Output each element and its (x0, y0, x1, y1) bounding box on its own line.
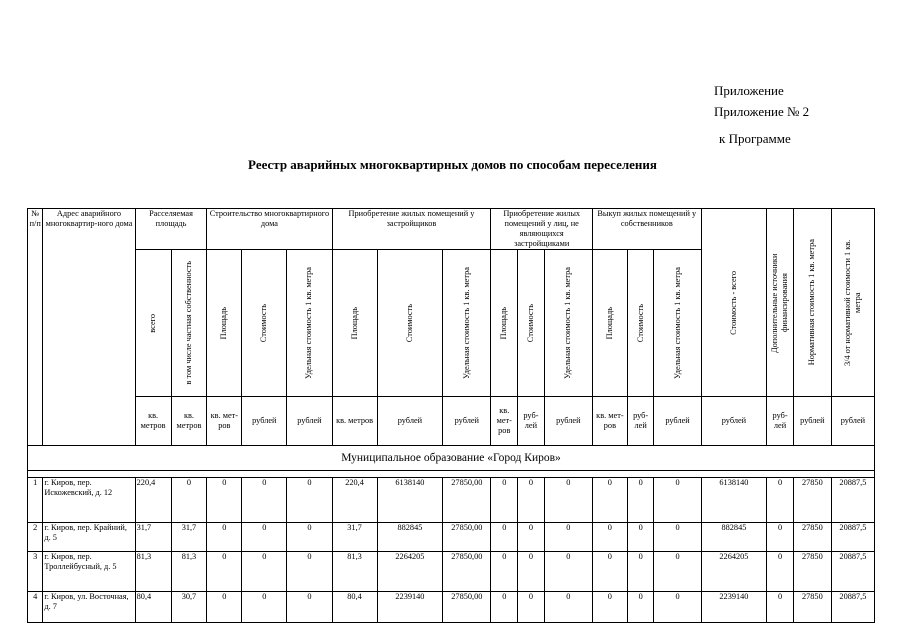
table-row (28, 478, 875, 523)
row-number: 2 (28, 523, 43, 552)
appendix-number: Приложение № 2 (714, 104, 810, 119)
table-cell: 0 (627, 478, 654, 523)
appendix-program: к Программе (719, 131, 791, 146)
header-address: Адрес аварийного многоквартир-ного дома (43, 209, 135, 446)
sub-total: всего (135, 250, 171, 397)
table-cell: 0 (654, 523, 701, 552)
table-cell: 30,7 (171, 592, 207, 623)
table-cell: 0 (242, 592, 287, 623)
unit-cell: кв. мет-ров (207, 397, 242, 446)
row-number: 4 (28, 592, 43, 623)
unit-cell: рублей (831, 397, 874, 446)
table-cell: 0 (592, 552, 627, 592)
table-cell: 0 (287, 592, 332, 623)
table-cell: 6138140 (701, 478, 767, 523)
spacer-cell (28, 471, 875, 478)
table-cell: 0 (491, 552, 518, 592)
table-cell: 0 (544, 552, 592, 592)
header-num: № п/п (28, 209, 43, 446)
unit-cell: рублей (443, 397, 491, 446)
table-cell: 0 (207, 523, 242, 552)
header-cost-total: Стоимость - всего (701, 209, 767, 397)
sub-area: Площадь (592, 250, 627, 397)
sub-unit-cost: Удельная стоимость 1 кв. метра (544, 250, 592, 397)
table-cell: 0 (242, 552, 287, 592)
row-address: г. Киров, пер. Крайний, д. 5 (43, 523, 135, 552)
table-cell: 0 (207, 552, 242, 592)
table-cell: 0 (767, 478, 794, 523)
row-address: г. Киров, пер. Искожевский, д. 12 (43, 478, 135, 523)
unit-cell: рублей (654, 397, 701, 446)
table-cell: 2264205 (701, 552, 767, 592)
header-buyout: Выкуп жилых помещений у собственников (592, 209, 701, 250)
unit-cell: кв. метров (135, 397, 171, 446)
header-row-groups (28, 209, 875, 250)
table-cell: 0 (544, 523, 592, 552)
table-cell: 0 (767, 552, 794, 592)
table-cell: 0 (654, 552, 701, 592)
table-cell: 0 (518, 552, 545, 592)
unit-cell: кв. метров (332, 397, 377, 446)
table-cell: 882845 (377, 523, 443, 552)
table-cell: 27850 (793, 552, 831, 592)
registry-table (27, 208, 875, 623)
table-cell: 0 (518, 478, 545, 523)
table-cell: 0 (627, 552, 654, 592)
table-cell: 0 (242, 523, 287, 552)
table-cell: 0 (491, 523, 518, 552)
table-cell: 20887,5 (831, 523, 874, 552)
unit-cell: руб-лей (767, 397, 794, 446)
table-cell: 27850 (793, 478, 831, 523)
table-cell: 27850,00 (443, 552, 491, 592)
row-address: г. Киров, пер. Троллейбусный, д. 5 (43, 552, 135, 592)
table-cell: 80,4 (135, 592, 171, 623)
table-cell: 882845 (701, 523, 767, 552)
table-cell: 0 (518, 523, 545, 552)
table-cell: 0 (544, 592, 592, 623)
unit-cell: кв. мет-ров (491, 397, 518, 446)
table-cell: 0 (592, 523, 627, 552)
unit-cell: руб-лей (518, 397, 545, 446)
unit-cell: рублей (701, 397, 767, 446)
unit-cell: рублей (242, 397, 287, 446)
header-purchase-developers: Приобретение жилых помещений у застройщиков (332, 209, 491, 250)
table-cell: 0 (491, 592, 518, 623)
sub-unit-cost: Удельная стоимость 1 кв. метра (287, 250, 332, 397)
header-construction: Строительство многоквартирного дома (207, 209, 332, 250)
table-cell: 0 (767, 523, 794, 552)
table-cell: 81,3 (171, 552, 207, 592)
unit-cell: кв. мет-ров (592, 397, 627, 446)
table-cell: 20887,5 (831, 552, 874, 592)
sub-unit-cost: Удельная стоимость 1 кв. метра (443, 250, 491, 397)
header-three-quarters: 3/4 от нормативной стоимости 1 кв. метра (831, 209, 874, 397)
table-cell: 20887,5 (831, 478, 874, 523)
table-cell: 0 (207, 592, 242, 623)
unit-cell: рублей (544, 397, 592, 446)
table-cell: 220,4 (135, 478, 171, 523)
table-cell: 0 (491, 478, 518, 523)
table-cell: 0 (592, 478, 627, 523)
table-cell: 0 (287, 552, 332, 592)
table-cell: 80,4 (332, 592, 377, 623)
unit-cell: рублей (377, 397, 443, 446)
table-cell: 0 (654, 592, 701, 623)
table-row (28, 523, 875, 552)
table-cell: 0 (592, 592, 627, 623)
header-resettled: Расселяемая площадь (135, 209, 207, 250)
sub-cost: Стоимость (242, 250, 287, 397)
header-row-units (28, 397, 875, 446)
section-row (28, 446, 875, 471)
table-cell: 81,3 (135, 552, 171, 592)
row-number: 3 (28, 552, 43, 592)
data-body (28, 478, 875, 623)
header-additional: Дополнительные источники финансирования (767, 209, 794, 397)
table-cell: 0 (627, 592, 654, 623)
table-cell: 27850 (793, 523, 831, 552)
table-cell: 0 (654, 478, 701, 523)
document-title: Реестр аварийных многоквартирных домов по способам переселения (248, 157, 657, 172)
table-cell: 220,4 (332, 478, 377, 523)
table-cell: 0 (767, 592, 794, 623)
sub-area: Площадь (332, 250, 377, 397)
table-cell: 20887,5 (831, 592, 874, 623)
table-cell: 0 (242, 478, 287, 523)
unit-cell: кв. метров (171, 397, 207, 446)
unit-cell: рублей (287, 397, 332, 446)
sub-unit-cost: Удельная стоимость 1 кв. метра (654, 250, 701, 397)
table-cell: 27850,00 (443, 478, 491, 523)
table-cell: 2264205 (377, 552, 443, 592)
sub-cost: Стоимость (377, 250, 443, 397)
table-row (28, 592, 875, 623)
table-cell: 0 (287, 523, 332, 552)
table-cell: 0 (171, 478, 207, 523)
sub-cost: Стоимость (518, 250, 545, 397)
appendix-label: Приложение (714, 83, 784, 98)
sub-private: в том числе частная собственность (171, 250, 207, 397)
table-cell: 2239140 (377, 592, 443, 623)
row-address: г. Киров, ул. Восточная, д. 7 (43, 592, 135, 623)
table-cell: 31,7 (171, 523, 207, 552)
table-cell: 0 (287, 478, 332, 523)
sub-area: Площадь (207, 250, 242, 397)
unit-cell: рублей (793, 397, 831, 446)
table-cell: 2239140 (701, 592, 767, 623)
header-purchase-persons: Приобретение жилых помещений у лиц, не являющихся застройщиками (491, 209, 593, 250)
table-cell: 0 (544, 478, 592, 523)
table-cell: 27850,00 (443, 592, 491, 623)
unit-cell: руб-лей (627, 397, 654, 446)
table-cell: 81,3 (332, 552, 377, 592)
section-title: Муниципальное образование «Город Киров» (28, 446, 875, 471)
table-cell: 27850,00 (443, 523, 491, 552)
table-cell: 0 (207, 478, 242, 523)
table-cell: 31,7 (135, 523, 171, 552)
table-cell: 0 (627, 523, 654, 552)
table-row (28, 552, 875, 592)
table-cell: 27850 (793, 592, 831, 623)
row-number: 1 (28, 478, 43, 523)
sub-area: Площадь (491, 250, 518, 397)
sub-cost: Стоимость (627, 250, 654, 397)
spacer-row (28, 471, 875, 478)
header-norm-cost: Нормативная стоимость 1 кв. метра (793, 209, 831, 397)
table-cell: 31,7 (332, 523, 377, 552)
table-cell: 0 (518, 592, 545, 623)
table-cell: 6138140 (377, 478, 443, 523)
